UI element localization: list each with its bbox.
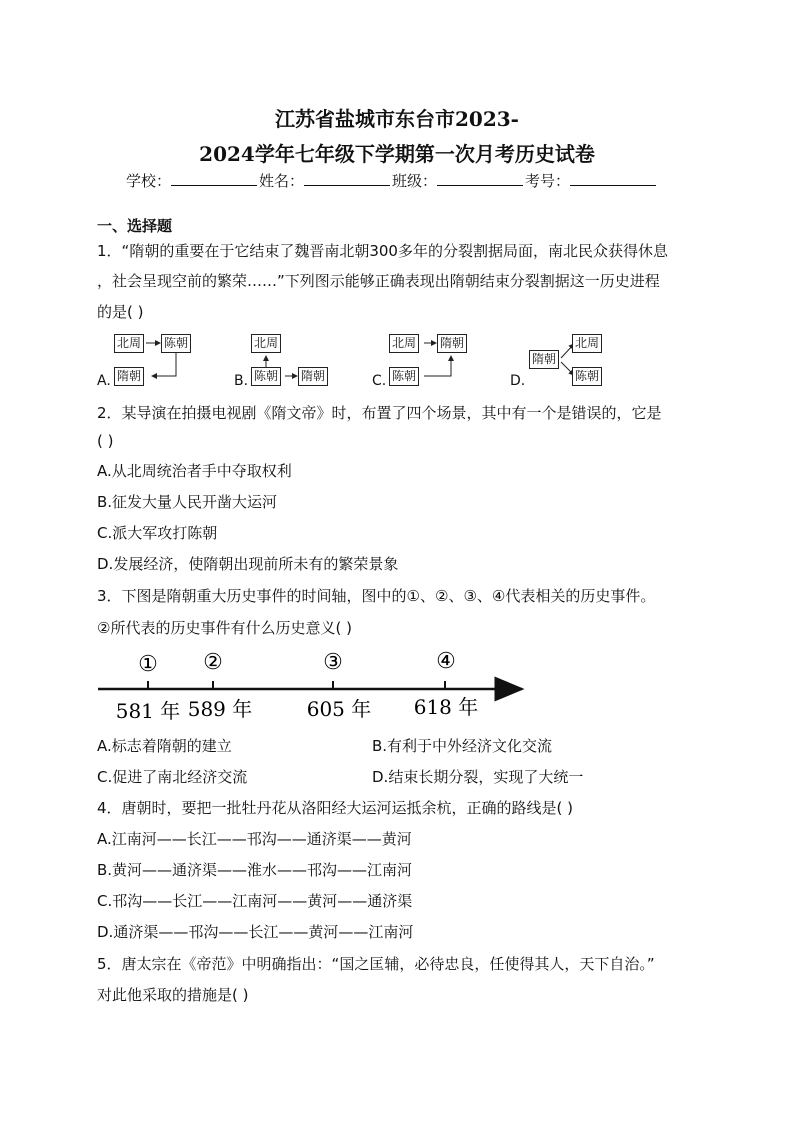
q3-line-2: ②所代表的历史事件有什么历史意义( )	[97, 619, 352, 637]
q4-option-b: B.黄河——通济渠——淮水——邗沟——江南河	[97, 861, 413, 879]
q4-line: 4．唐朝时，要把一批牡丹花从洛阳经大运河运抵余杭，正确的路线是( )	[97, 799, 574, 817]
timeline-marker-2: ②	[203, 650, 223, 675]
exam-number-label: 考号：	[525, 172, 571, 190]
diagram-b-suichao: 隋朝	[298, 367, 328, 386]
exam-title-line-1: 江苏省盐城市东台市2023-	[275, 107, 519, 131]
q2-option-b: B.征发大量人民开凿大运河	[97, 493, 278, 511]
q3-option-d: D.结束长期分裂，实现了大统一	[372, 768, 584, 786]
q4-option-a: A.江南河——长江——邗沟——通济渠——黄河	[97, 830, 412, 848]
exam-title-line-2: 2024学年七年级下学期第一次月考历史试卷	[199, 142, 595, 166]
timeline-year-4: 618 年	[413, 695, 479, 719]
q3-option-c: C.促进了南北经济交流	[97, 768, 248, 786]
school-label: 学校：	[126, 172, 172, 190]
diagram-c-beizhou: 北周	[389, 334, 419, 353]
section-heading: 一、选择题	[97, 217, 173, 235]
q1-option-c-label: C.	[372, 373, 387, 389]
diagram-d-suichao: 隋朝	[529, 350, 559, 369]
class-label: 班级：	[392, 172, 438, 190]
q4-option-c: C.邗沟——长江——江南河——黄河——通济渠	[97, 892, 413, 910]
q1-option-a-label: A.	[97, 373, 111, 389]
q3-line-1: 3．下图是隋朝重大历史事件的时间轴，图中的①、②、③、④代表相关的历史事件。	[97, 587, 656, 605]
q2-line-1: 2．某导演在拍摄电视剧《隋文帝》时，布置了四个场景，其中有一个是错误的，它是	[97, 404, 662, 422]
diagram-d-chenchao: 陈朝	[572, 367, 602, 386]
q1-line-1: 1．“隋朝的重要在于它结束了魏晋南北朝300多年的分裂割据局面，南北民众获得休息	[97, 242, 668, 260]
q5-line-1: 5．唐太宗在《帝范》中明确指出：“国之匡辅，必待忠良，任使得其人，天下自治。”	[97, 955, 655, 973]
timeline-year-1: 581 年	[115, 699, 181, 723]
timeline-year-2: 589 年	[187, 697, 253, 721]
q1-option-b-label: B.	[234, 373, 249, 389]
diagram-b-chenchao: 陈朝	[251, 367, 281, 386]
q2-option-d: D.发展经济，使隋朝出现前所未有的繁荣景象	[97, 555, 399, 573]
diagram-d-beizhou: 北周	[572, 334, 602, 353]
name-label: 姓名：	[259, 172, 305, 190]
q4-option-d: D.通济渠——邗沟——长江——黄河——江南河	[97, 923, 414, 941]
q5-line-2: 对此他采取的措施是( )	[97, 986, 249, 1004]
timeline-marker-1: ①	[138, 652, 158, 677]
diagram-c-chenchao: 陈朝	[389, 367, 419, 386]
q1-line-3: 的是( )	[97, 303, 144, 321]
q3-option-b: B.有利于中外经济文化交流	[372, 737, 553, 755]
diagram-b-beizhou: 北周	[251, 334, 281, 353]
diagram-a-suichao: 隋朝	[114, 367, 144, 386]
q2-option-c: C.派大军攻打陈朝	[97, 524, 218, 542]
q1-option-d-label: D.	[510, 373, 526, 389]
diagram-a-chenchao: 陈朝	[161, 334, 191, 353]
q1-line-2: ，社会呈现空前的繁荣……”下列图示能够正确表现出隋朝结束分裂割据这一历史进程	[97, 272, 660, 290]
q2-line-2: ( )	[97, 432, 114, 450]
diagram-a-beizhou: 北周	[114, 334, 144, 353]
q3-option-a: A.标志着隋朝的建立	[97, 737, 232, 755]
timeline-year-3: 605 年	[306, 697, 372, 721]
timeline-marker-4: ④	[436, 649, 456, 674]
q2-option-a: A.从北周统治者手中夺取权利	[97, 462, 292, 480]
timeline-marker-3: ③	[323, 650, 343, 675]
diagram-c-suichao: 隋朝	[437, 334, 467, 353]
